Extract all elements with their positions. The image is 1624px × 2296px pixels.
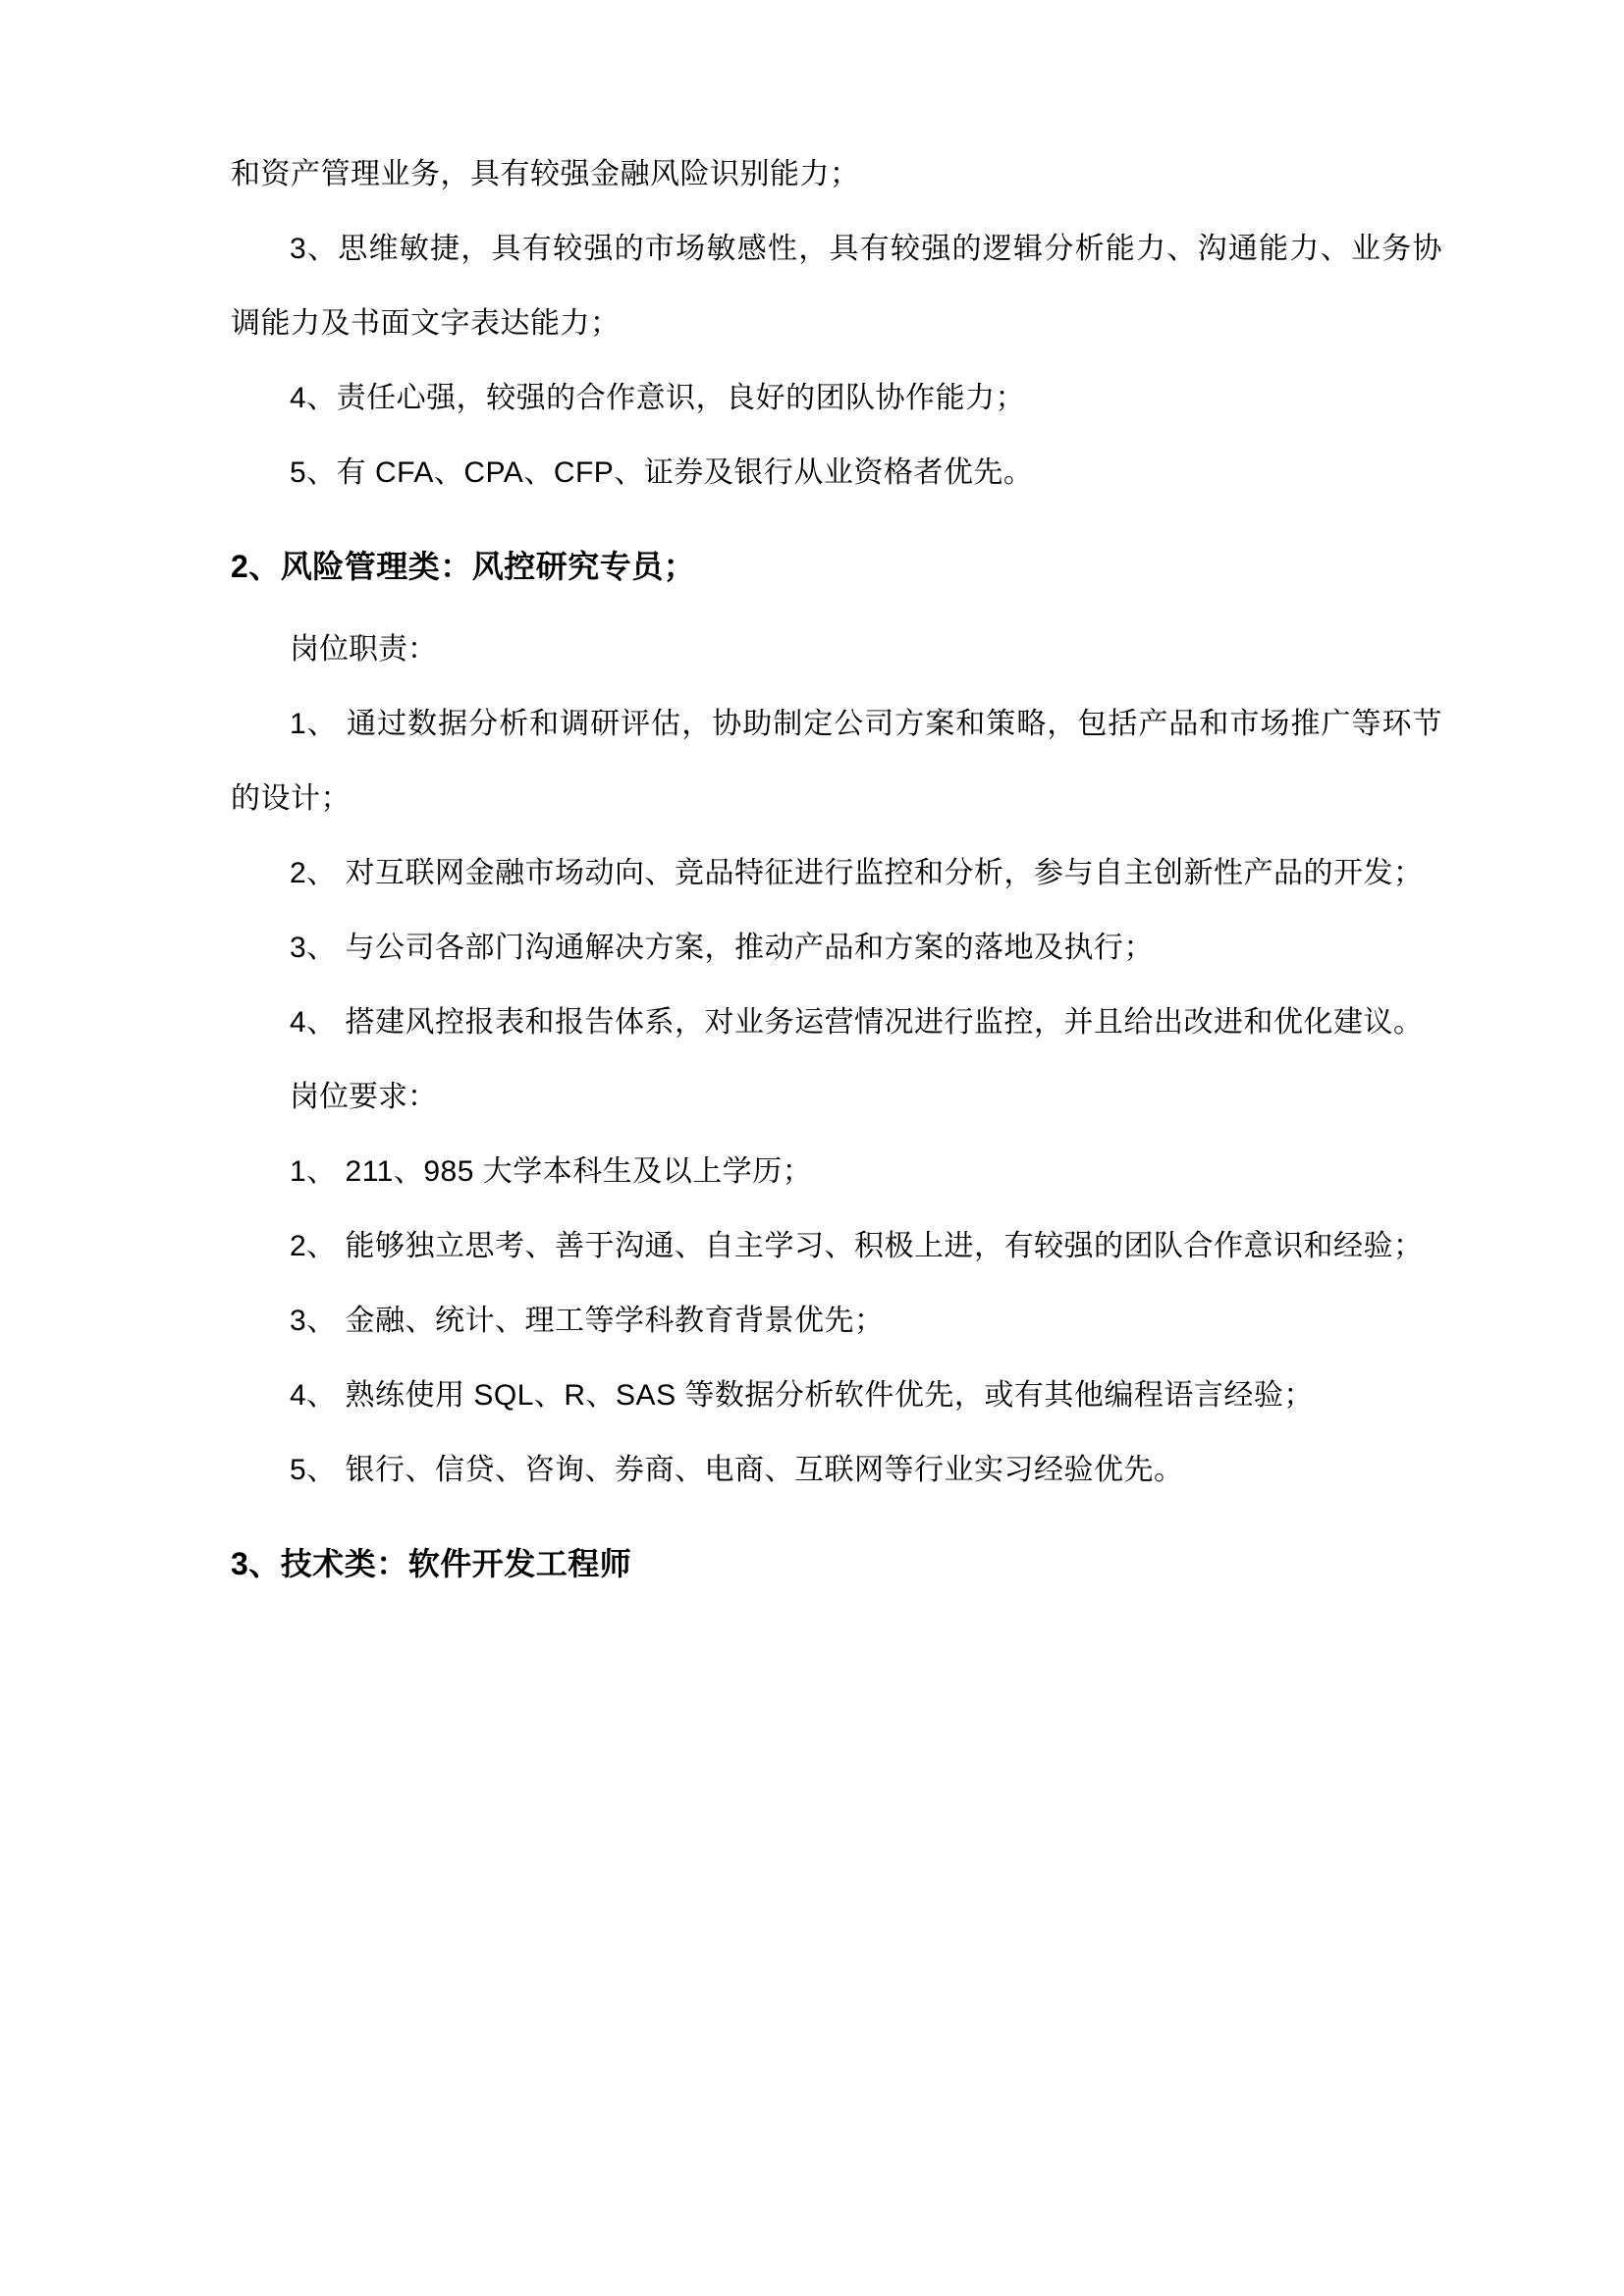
- duty-item-3: 3、 与公司各部门沟通解决方案，推动产品和方案的落地及执行；: [290, 932, 1155, 964]
- paragraph-continuation: 和资产管理业务，具有较强金融风险识别能力；: [231, 158, 860, 190]
- duty-item-2: 2、 对互联网金融市场动向、竞品特征进行监控和分析，参与自主创新性产品的开发；: [290, 857, 1424, 889]
- requirement2-item-5: 5、 银行、信贷、咨询、券商、电商、互联网等行业实习经验优先。: [290, 1454, 1184, 1486]
- subsection-label-duties: 岗位职责：: [290, 633, 437, 666]
- requirement-item-5: 5、有 CFA、CPA、CFP、证券及银行从业资格者优先。: [290, 456, 1034, 489]
- requirement2-item-3: 3、 金融、统计、理工等学科教育背景优先；: [290, 1305, 885, 1337]
- requirement2-item-1: 1、 211、985 大学本科生及以上学历；: [290, 1155, 813, 1188]
- section-heading-risk-management: 2、风险管理类：风控研究专员；: [231, 549, 696, 584]
- requirement2-item-4: 4、 熟练使用 SQL、R、SAS 等数据分析软件优先，或有其他编程语言经验；: [290, 1379, 1314, 1412]
- section-heading-technology: 3、技术类：软件开发工程师: [231, 1546, 632, 1581]
- duty-item-4: 4、 搭建风控报表和报告体系，对业务运营情况进行监控，并且给出改进和优化建议。: [290, 1006, 1424, 1039]
- requirement2-item-2: 2、 能够独立思考、善于沟通、自主学习、积极上进，有较强的团队合作意识和经验；: [290, 1230, 1424, 1262]
- requirement-item-4: 4、责任心强，较强的合作意识，良好的团队协作能力；: [290, 382, 1026, 414]
- duty-item-1: 1、 通过数据分析和调研评估，协助制定公司方案和策略，包括产品和市场推广等环节的设计；: [231, 708, 1442, 815]
- requirement-item-3: 3、思维敏捷，具有较强的市场敏感性，具有较强的逻辑分析能力、沟通能力、业务协调能力及书面文字表达能力；: [231, 233, 1442, 340]
- subsection-label-requirements: 岗位要求：: [290, 1081, 437, 1113]
- document-body: [231, 137, 1442, 1606]
